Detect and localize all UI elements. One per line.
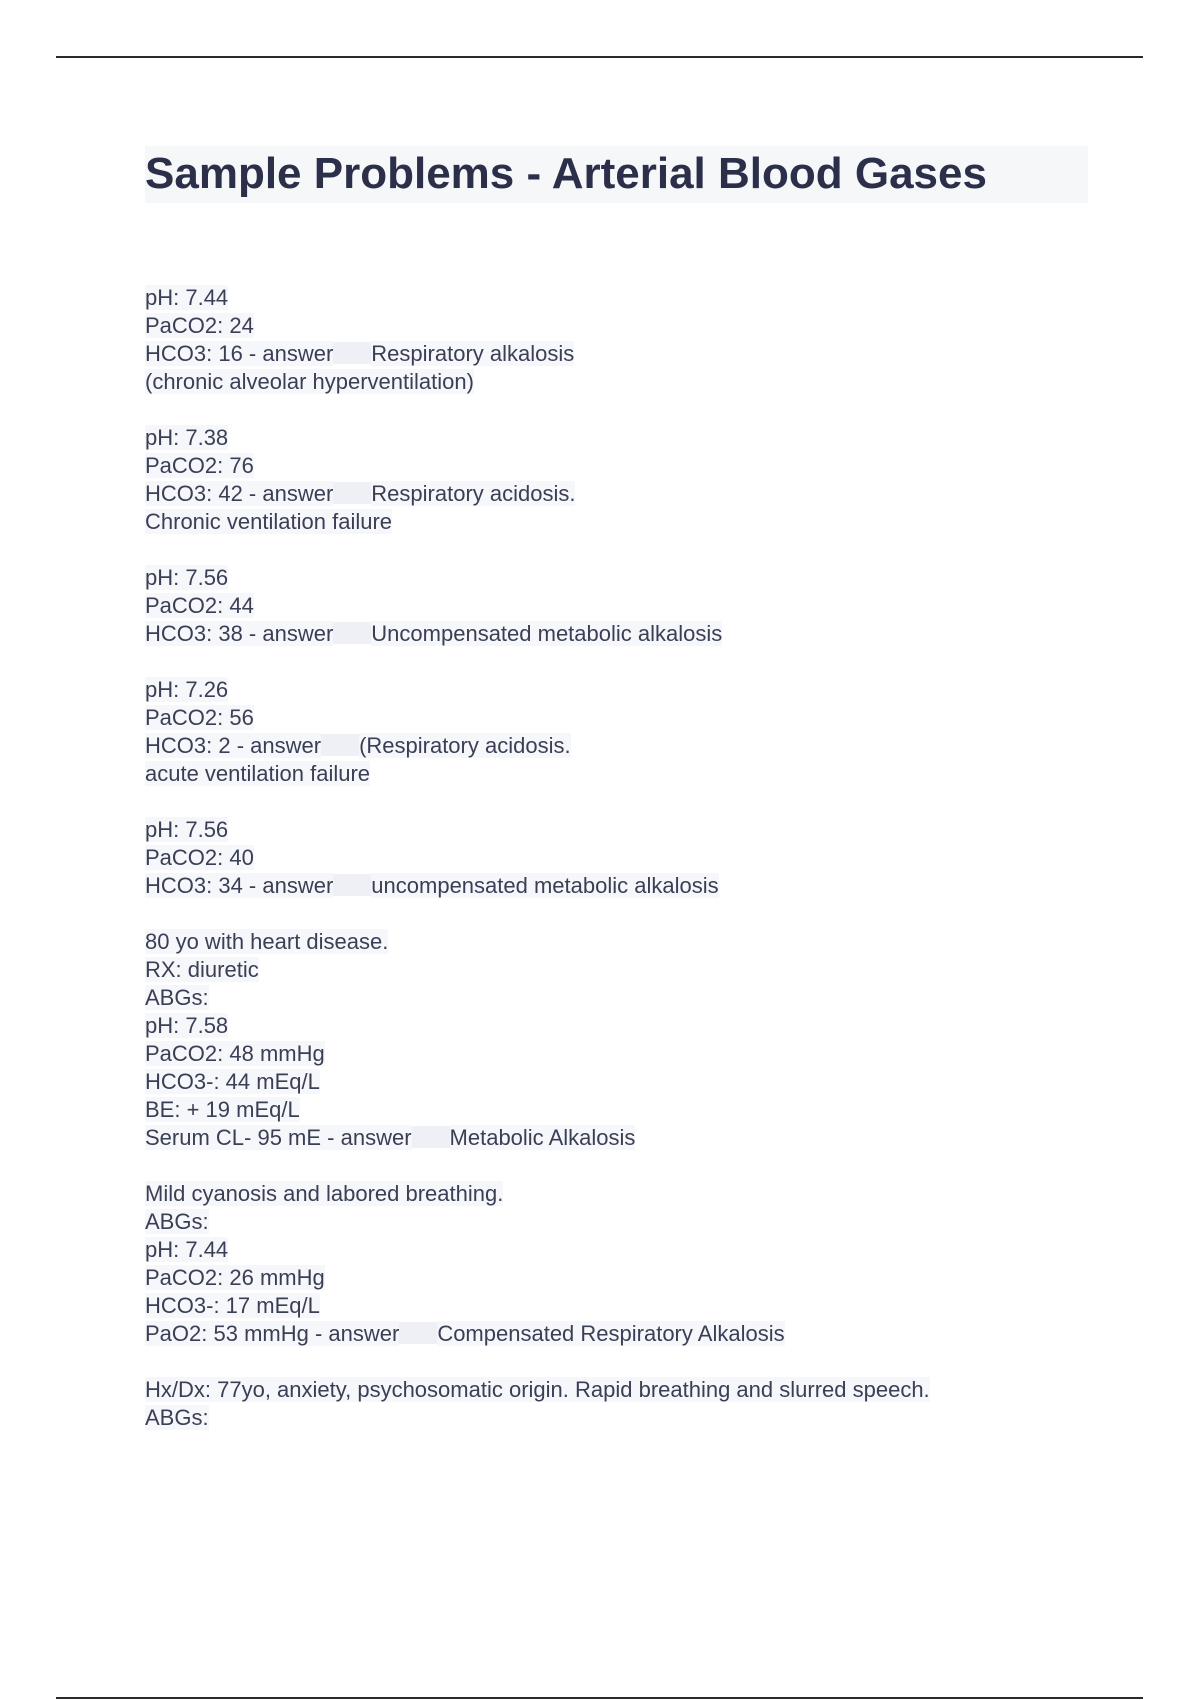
answer-line <box>145 872 1145 900</box>
answer-extra-line <box>145 368 1145 396</box>
problem-line-text: pH: 7.56 <box>145 565 229 590</box>
question-tail-text: HCO3: 16 - answer <box>145 341 334 366</box>
answer-separator <box>333 622 371 644</box>
problem-line-text: pH: 7.56 <box>145 817 229 842</box>
problem-block <box>145 1180 1145 1348</box>
problem-line <box>145 592 1145 620</box>
problem-block <box>145 816 1145 900</box>
answer-extra-text: acute ventilation failure <box>145 761 371 786</box>
problem-line <box>145 1068 1145 1096</box>
problem-line <box>145 984 1145 1012</box>
problem-block <box>145 564 1145 648</box>
problem-line-text: 80 yo with heart disease. <box>145 929 389 954</box>
problem-line-text: pH: 7.58 <box>145 1013 229 1038</box>
problem-line-text: PaCO2: 56 <box>145 705 254 730</box>
problem-line <box>145 452 1145 480</box>
answer-text: Respiratory acidosis. <box>371 481 576 506</box>
problem-line <box>145 1376 1145 1404</box>
page-title: Sample Problems - Arterial Blood Gases <box>145 149 987 198</box>
problem-line-text: HCO3-: 44 mEq/L <box>145 1069 320 1094</box>
question-tail-text: HCO3: 38 - answer <box>145 621 334 646</box>
answer-separator <box>333 342 371 364</box>
answer-text: Uncompensated metabolic alkalosis <box>371 621 723 646</box>
problem-line-text: Hx/Dx: 77yo, anxiety, psychosomatic origin. Rapid breathing and slurred speech. <box>145 1377 930 1402</box>
answer-extra-text: (chronic alveolar hyperventilation) <box>145 369 474 394</box>
problem-line <box>145 1096 1145 1124</box>
problem-line <box>145 676 1145 704</box>
answer-line <box>145 732 1145 760</box>
problem-list <box>145 284 1145 1460</box>
problem-line-text: pH: 7.44 <box>145 285 229 310</box>
answer-text: (Respiratory acidosis. <box>359 733 571 758</box>
problem-line <box>145 1264 1145 1292</box>
problem-line-text: RX: diuretic <box>145 957 259 982</box>
problem-line-text: PaCO2: 44 <box>145 593 254 618</box>
answer-separator <box>333 482 371 504</box>
problem-block <box>145 676 1145 788</box>
answer-line <box>145 340 1145 368</box>
answer-separator <box>399 1322 437 1344</box>
answer-text: Metabolic Alkalosis <box>449 1125 636 1150</box>
answer-extra-text: Chronic ventilation failure <box>145 509 393 534</box>
problem-line <box>145 1180 1145 1208</box>
question-tail-text: HCO3: 42 - answer <box>145 481 334 506</box>
problem-line-text: pH: 7.38 <box>145 425 229 450</box>
problem-line <box>145 1404 1145 1432</box>
problem-line <box>145 704 1145 732</box>
problem-line-text: PaCO2: 48 mmHg <box>145 1041 325 1066</box>
question-tail-text: PaO2: 53 mmHg - answer <box>145 1321 400 1346</box>
problem-line-text: PaCO2: 76 <box>145 453 254 478</box>
header-rule <box>56 56 1143 58</box>
answer-line <box>145 1124 1145 1152</box>
problem-block <box>145 424 1145 536</box>
question-tail-text: HCO3: 2 - answer <box>145 733 322 758</box>
problem-line <box>145 1040 1145 1068</box>
problem-line-text: pH: 7.44 <box>145 1237 229 1262</box>
problem-line-text: ABGs: <box>145 1405 209 1430</box>
problem-line <box>145 928 1145 956</box>
answer-line <box>145 480 1145 508</box>
problem-line <box>145 284 1145 312</box>
problem-line <box>145 1292 1145 1320</box>
problem-line <box>145 816 1145 844</box>
problem-line <box>145 844 1145 872</box>
footer-rule <box>56 1697 1143 1699</box>
problem-line-text: HCO3-: 17 mEq/L <box>145 1293 320 1318</box>
answer-extra-line <box>145 508 1145 536</box>
answer-line <box>145 1320 1145 1348</box>
question-tail-text: Serum CL- 95 mE - answer <box>145 1125 412 1150</box>
problem-line <box>145 1236 1145 1264</box>
problem-line <box>145 1012 1145 1040</box>
problem-line <box>145 956 1145 984</box>
answer-text: Compensated Respiratory Alkalosis <box>437 1321 785 1346</box>
answer-extra-line <box>145 760 1145 788</box>
problem-line <box>145 564 1145 592</box>
problem-block <box>145 928 1145 1152</box>
problem-line-text: PaCO2: 24 <box>145 313 254 338</box>
answer-separator <box>333 874 371 896</box>
problem-line <box>145 312 1145 340</box>
problem-line <box>145 424 1145 452</box>
answer-line <box>145 620 1145 648</box>
problem-line-text: BE: + 19 mEq/L <box>145 1097 300 1122</box>
problem-line-text: PaCO2: 40 <box>145 845 254 870</box>
problem-line-text: ABGs: <box>145 1209 209 1234</box>
problem-line-text: PaCO2: 26 mmHg <box>145 1265 325 1290</box>
answer-separator <box>321 734 359 756</box>
problem-line-text: pH: 7.26 <box>145 677 229 702</box>
problem-line-text: Mild cyanosis and labored breathing. <box>145 1181 504 1206</box>
problem-line <box>145 1208 1145 1236</box>
answer-text: uncompensated metabolic alkalosis <box>371 873 719 898</box>
question-tail-text: HCO3: 34 - answer <box>145 873 334 898</box>
problem-block <box>145 284 1145 396</box>
problem-line-text: ABGs: <box>145 985 209 1010</box>
problem-block <box>145 1376 1145 1432</box>
answer-separator <box>412 1126 450 1148</box>
answer-text: Respiratory alkalosis <box>371 341 575 366</box>
